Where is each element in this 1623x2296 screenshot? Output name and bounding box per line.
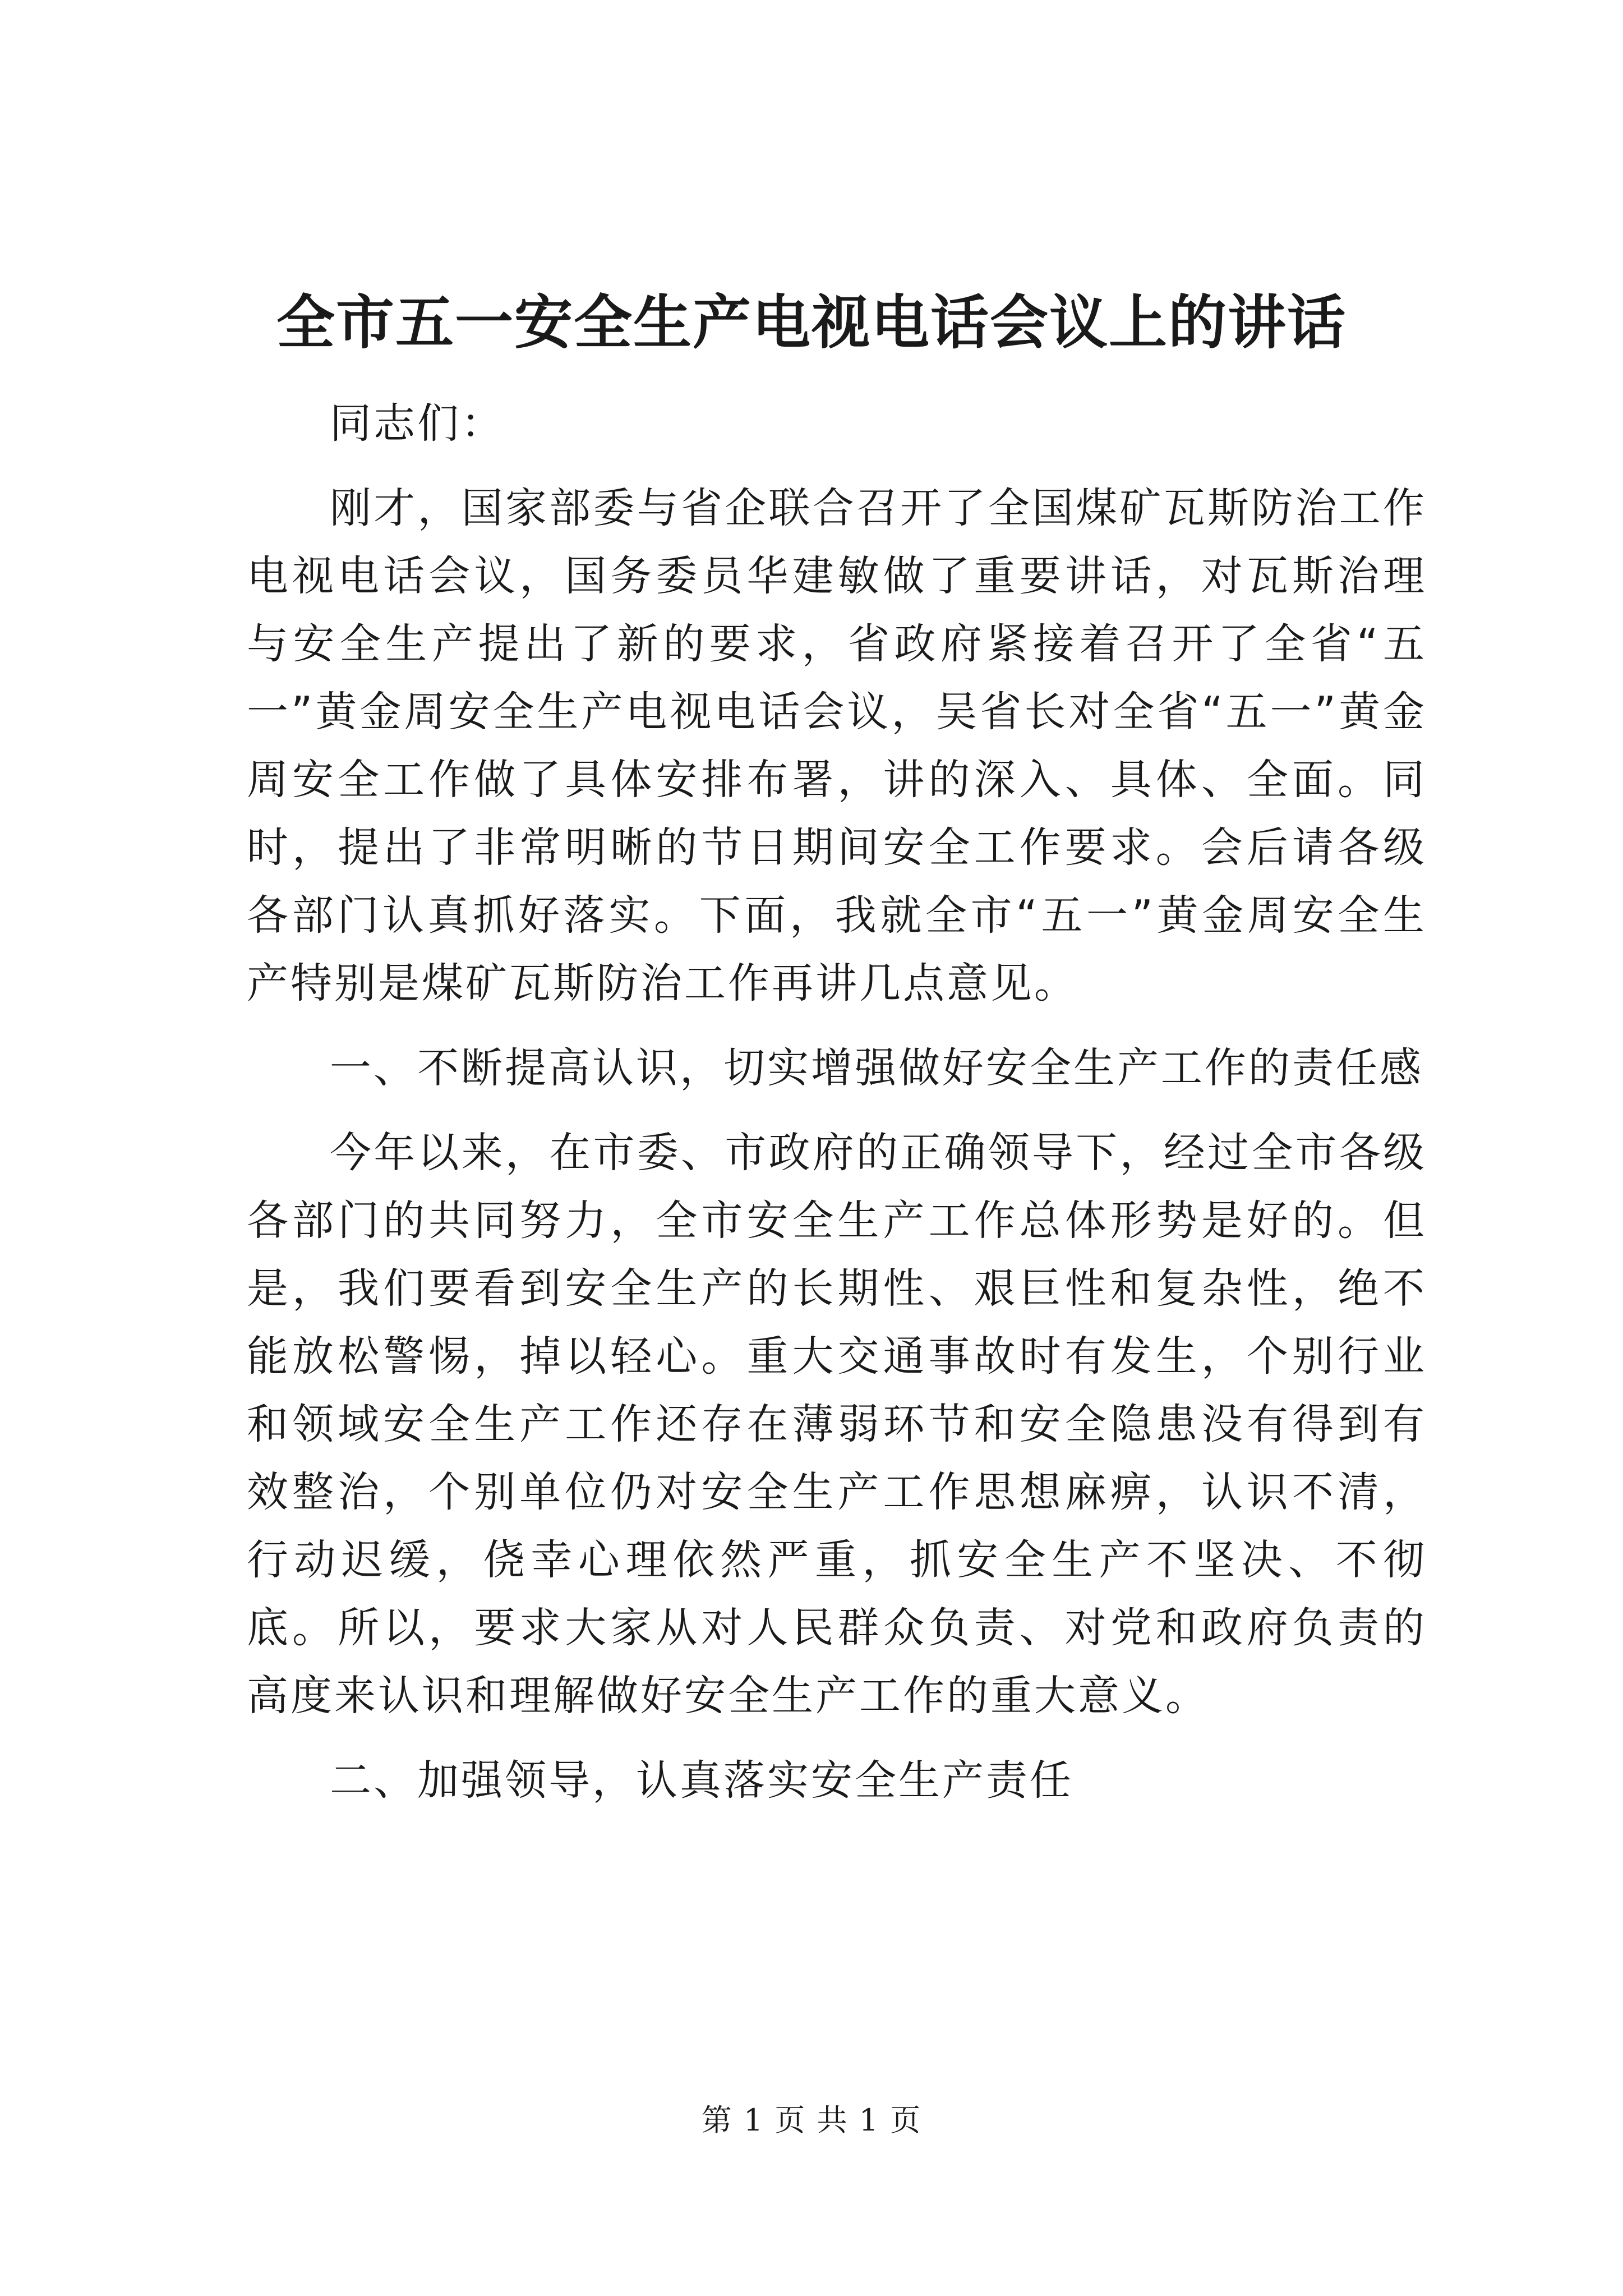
section-heading-2: 二、加强领导，认真落实安全生产责任 <box>330 1756 1073 1805</box>
section-1-paragraph: 今年以来，在市委、市政府的正确领导下，经过全市各级各部门的共同努力，全市安全生产工作总体形势是好的。但是，我们要看到安全生产的长期性、艰巨性和复杂性，绝不能放松警惕，掉以轻心。重大交通事故时有发生，个别行业和领域安全生产工作还存在薄弱环节和安全隐患没有得到有效整治，个别单位仍对安全生产工作思想麻痹，认识不清，行动迟缓，侥幸心理依然严重，抓安全生产不坚决、不彻底。所以，要求大家从对人民群众负责、对党和政府负责的高度来认识和理解做好安全生产工作的重大意义。 <box>247 1129 1427 1720</box>
page-number-footer: 第 1 页 共 1 页 <box>701 2102 922 2138</box>
salutation-paragraph: 同志们： <box>330 399 505 448</box>
opening-paragraph: 刚才，国家部委与省企联合召开了全国煤矿瓦斯防治工作电视电话会议，国务委员华建敏做了重要讲话，对瓦斯治理与安全生产提出了新的要求，省政府紧接着召开了全省“五一”黄金周安全生产电视电话会议，吴省长对全省“五一”黄金周安全工作做了具体安排布署，讲的深入、具体、全面。同时，提出了非常明晰的节日期间安全工作要求。会后请各级各部门认真抓好落实。下面，我就全市“五一”黄金周安全生产特别是煤矿瓦斯防治工作再讲几点意见。 <box>247 484 1427 1007</box>
section-heading-1: 一、不断提高认识，切实增强做好安全生产工作的责任感 <box>330 1044 1423 1092</box>
document-title: 全市五一安全生产电视电话会议上的讲话 <box>276 288 1347 357</box>
document-body <box>247 390 1427 1815</box>
